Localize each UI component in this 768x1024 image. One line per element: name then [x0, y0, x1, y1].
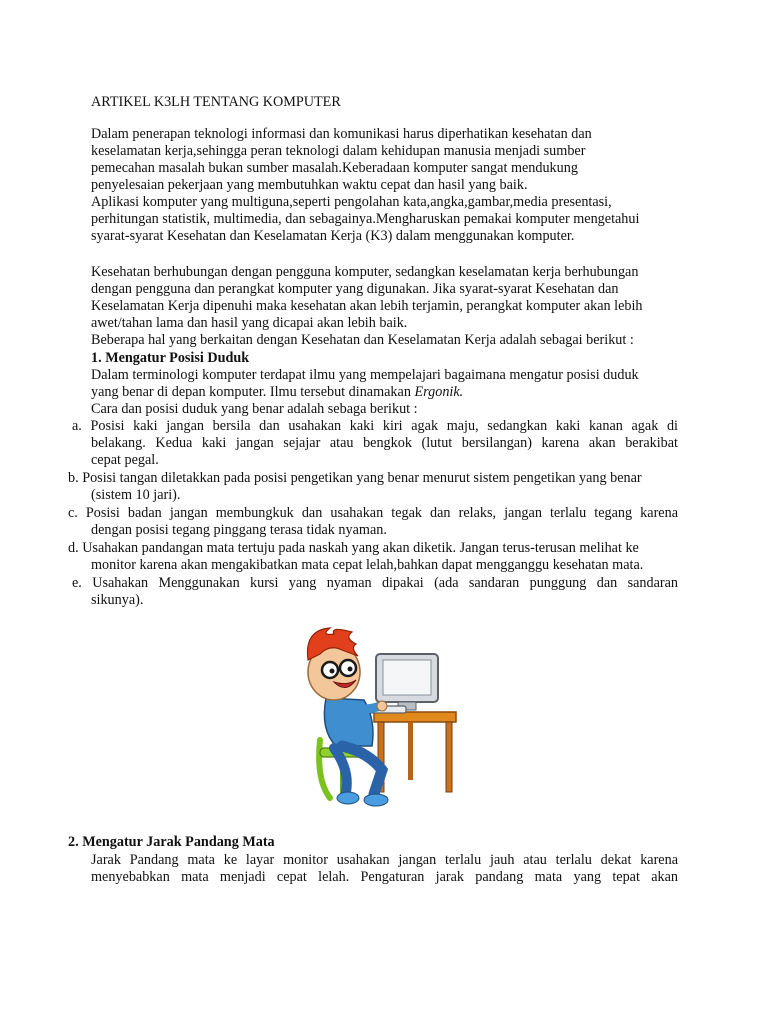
boy-at-computer-illustration [290, 620, 474, 820]
article-title: ARTIKEL K3LH TENTANG KOMPUTER [91, 94, 341, 110]
health-line: Kesehatan berhubungan dengan pengguna komputer, sedangkan keselamatan kerja berhubungan [91, 264, 639, 280]
section1-line [91, 384, 463, 401]
section1-line: Dalam terminologi komputer terdapat ilmu yang mempelajari bagaimana mengatur posisi duduk [91, 367, 639, 383]
health-line: Keselamatan Kerja dipenuhi maka kesehatan akan lebih terjamin, perangkat komputer akan lebih [91, 298, 643, 314]
section2-line: menyebabkan mata menjadi cepat lelah. Pengaturan jarak pandang mata yang tepat akan [91, 869, 678, 885]
section2-line: Jarak Pandang mata ke layar monitor usahakan jangan terlalu jauh atau terlalu dekat karena [91, 852, 678, 868]
list-item-b: b. Posisi tangan diletakkan pada posisi pengetikan yang benar menurut sistem pengetikan yang benar [68, 470, 642, 486]
list-item-c-cont: dengan posisi tegang pinggang terasa tidak nyaman. [91, 522, 387, 538]
list-item-a: a. Posisi kaki jangan bersila dan usahakan kaki kiri agak maju, sedangkan kaki kanan agak di [72, 418, 678, 434]
list-item-b-cont: (sistem 10 jari). [91, 487, 181, 503]
section1-line-text: yang benar di depan komputer. Ilmu tersebut dinamakan [91, 384, 415, 400]
list-item-e: e. Usahakan Menggunakan kursi yang nyaman dipakai (ada sandaran punggung dan sandaran [72, 575, 678, 591]
intro-line: penyelesaian pekerjaan yang membutuhkan waktu cepat dan hasil yang baik. [91, 177, 528, 193]
intro-line: syarat-syarat Kesehatan dan Keselamatan Kerja (K3) dalam menggunakan komputer. [91, 228, 575, 244]
list-item-e-cont: sikunya). [91, 592, 144, 608]
ergonik-term: Ergonik. [414, 384, 464, 400]
list-item-d: d. Usahakan pandangan mata tertuju pada naskah yang akan diketik. Jangan terus-terusan melihat ke [68, 540, 639, 556]
section1-line: Cara dan posisi duduk yang benar adalah sebaga berikut : [91, 401, 418, 417]
list-item-a-cont: belakang. Kedua kaki jangan sejajar atau bengkok (lutut bersilangan) karena akan berakibat [91, 435, 678, 451]
intro-line: Aplikasi komputer yang multiguna,seperti pengolahan kata,angka,gambar,media presentasi, [91, 194, 612, 210]
health-line: awet/tahan lama dan hasil yang dicapai akan lebih baik. [91, 315, 408, 331]
list-item-a-cont: cepat pegal. [91, 452, 159, 468]
section-heading-jarak-pandang: 2. Mengatur Jarak Pandang Mata [68, 834, 275, 850]
intro-line: keselamatan kerja,sehingga peran teknologi dalam kehidupan manusia menjadi sumber [91, 143, 586, 159]
intro-line: pemecahan masalah bukan sumber masalah.Keberadaan komputer sangat mendukung [91, 160, 578, 176]
list-item-c: c. Posisi badan jangan membungkuk dan usahakan tegak dan relaks, jangan terlalu tegang karena [68, 505, 678, 521]
health-line: dengan pengguna dan perangkat komputer yang digunakan. Jika syarat-syarat Kesehatan dan [91, 281, 619, 297]
section-heading-posisi-duduk: 1. Mengatur Posisi Duduk [91, 350, 250, 366]
intro-line: perhitungan statistik, multimedia, dan sebagainya.Mengharuskan pemakai komputer mengetahui [91, 211, 640, 227]
intro-line: Dalam penerapan teknologi informasi dan komunikasi harus diperhatikan kesehatan dan [91, 126, 592, 142]
health-line: Beberapa hal yang berkaitan dengan Kesehatan dan Keselamatan Kerja adalah sebagai berikut : [91, 332, 634, 348]
list-item-d-cont: monitor karena akan mengakibatkan mata cepat lelah,bahkan dapat mengganggu kesehatan mata. [91, 557, 644, 573]
